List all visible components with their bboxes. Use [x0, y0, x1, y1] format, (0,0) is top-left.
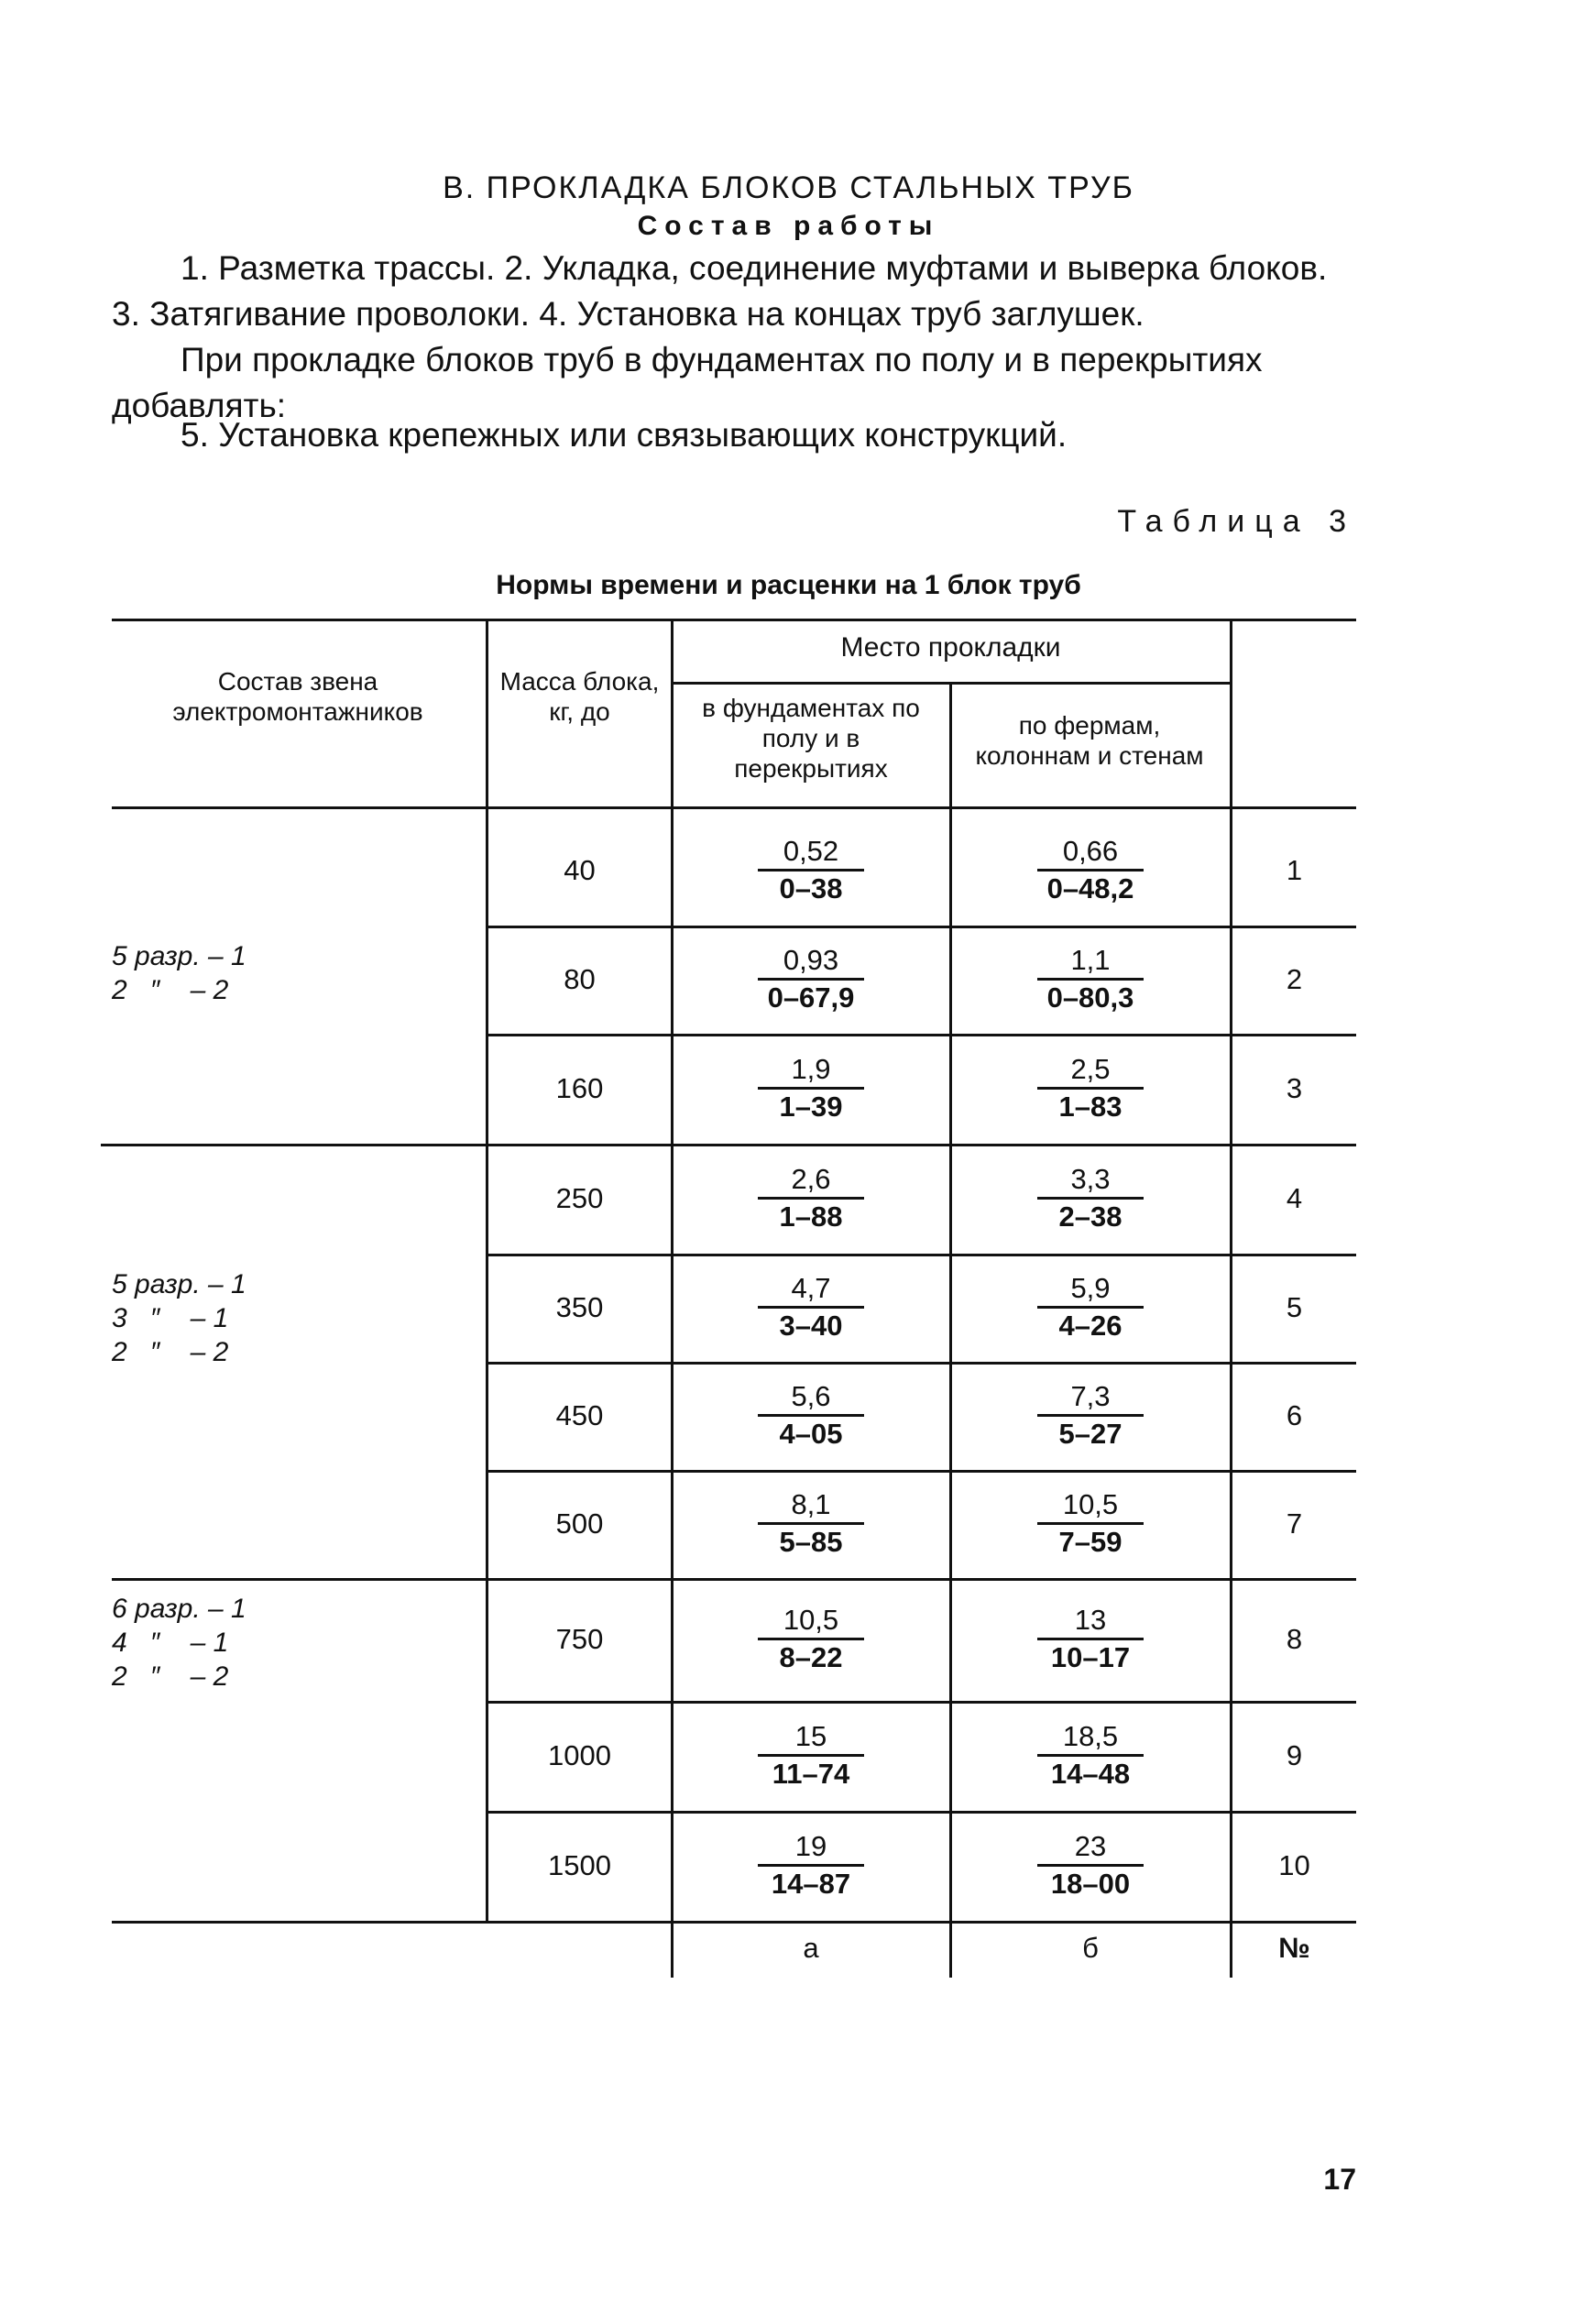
- price-value: 4–05: [779, 1418, 843, 1450]
- price-value: 1–39: [779, 1091, 843, 1123]
- paragraph-work-steps: 1. Разметка трассы. 2. Укладка, соединение муфтами и выверка блоков. 3. Затягивание проволоки. 4. Установка на концах труб заглушек.: [112, 249, 1328, 333]
- price-value: 4–26: [1058, 1310, 1123, 1342]
- group-divider: [112, 1578, 1356, 1581]
- price-value: 1–83: [1058, 1091, 1123, 1123]
- fraction-col-a: [756, 943, 866, 1015]
- crew-group-1: 5 разр. – 1 2 ″ – 2: [112, 941, 246, 1005]
- norm-time-value: 8,1: [791, 1488, 831, 1520]
- fraction-col-b: [1035, 1271, 1145, 1343]
- mass-cell: 250: [555, 1182, 604, 1214]
- table-label: Таблица 3: [1117, 504, 1356, 539]
- fraction-col-a: [756, 834, 866, 906]
- norm-time-value: 1,9: [791, 1053, 831, 1085]
- price-value: 0–38: [779, 872, 843, 904]
- fraction-col-a: [756, 1052, 866, 1124]
- row-number-cell: 3: [1286, 1072, 1303, 1104]
- price-value: 10–17: [1050, 1641, 1131, 1673]
- mass-cell: 160: [555, 1072, 604, 1104]
- row-divider: [486, 1470, 1356, 1473]
- norm-time-value: 0,93: [783, 944, 839, 976]
- fraction-col-a: [756, 1719, 866, 1792]
- row-number-cell: 10: [1278, 1849, 1310, 1881]
- price-value: 1–88: [779, 1200, 843, 1233]
- col-divider-mass: [671, 619, 674, 1978]
- norm-time-value: 7,3: [1070, 1380, 1111, 1412]
- table-bottom-rule: [112, 1921, 1356, 1924]
- row-divider: [486, 1254, 1356, 1256]
- row-number-cell: 5: [1286, 1291, 1303, 1323]
- row-number-cell: 9: [1286, 1739, 1303, 1771]
- fraction-col-a: [756, 1603, 866, 1675]
- price-value: 8–22: [779, 1641, 843, 1673]
- col-divider-crew: [486, 619, 488, 1921]
- mass-cell: 1500: [548, 1849, 611, 1881]
- price-value: 0–48,2: [1046, 872, 1134, 904]
- price-value: 11–74: [772, 1758, 850, 1790]
- norm-time-value: 19: [794, 1830, 827, 1862]
- norm-time-value: 1,1: [1070, 944, 1111, 976]
- page-number: 17: [1323, 2163, 1356, 2196]
- norm-time-value: 13: [1074, 1604, 1107, 1636]
- fraction-col-b: [1035, 834, 1145, 906]
- norm-time-value: 5,9: [1070, 1272, 1111, 1304]
- norm-time-value: 0,66: [1062, 835, 1119, 867]
- price-value: 0–67,9: [767, 981, 855, 1014]
- mass-cell: 80: [564, 963, 596, 995]
- price-value: 18–00: [1050, 1868, 1131, 1900]
- header-place: Место прокладки: [840, 632, 1061, 663]
- fraction-col-a: [756, 1487, 866, 1560]
- row-divider: [486, 1362, 1356, 1365]
- norm-time-value: 10,5: [1062, 1488, 1119, 1520]
- norm-time-value: 5,6: [791, 1380, 831, 1412]
- price-value: 7–59: [1058, 1526, 1123, 1558]
- footer-col-no: №: [1278, 1932, 1310, 1964]
- price-value: 5–27: [1058, 1418, 1123, 1450]
- footer-col-a: а: [803, 1932, 819, 1964]
- fraction-col-b: [1035, 1719, 1145, 1792]
- mass-cell: 1000: [548, 1739, 611, 1771]
- fraction-col-b: [1035, 1829, 1145, 1902]
- norm-time-value: 0,52: [783, 835, 839, 867]
- mass-cell: 350: [555, 1291, 604, 1323]
- norm-time-value: 10,5: [783, 1604, 839, 1636]
- header-mass: Масса блока, кг, до: [499, 667, 660, 726]
- price-value: 14–87: [771, 1868, 851, 1900]
- row-divider: [486, 1034, 1356, 1036]
- footer-col-b: б: [1082, 1932, 1099, 1964]
- header-col-b: по фермам, колоннам и стенам: [975, 711, 1204, 770]
- norm-time-value: 18,5: [1062, 1720, 1119, 1752]
- fraction-col-b: [1035, 1162, 1145, 1234]
- norm-time-value: 15: [794, 1720, 827, 1752]
- price-value: 3–40: [779, 1310, 843, 1342]
- header-bottom-rule: [112, 806, 1356, 809]
- mass-cell: 450: [555, 1399, 604, 1431]
- group-divider: [101, 1144, 1356, 1146]
- row-number-cell: 8: [1286, 1623, 1303, 1655]
- paragraph-addition-note: При прокладке блоков труб в фундаментах по полу и в перекрытиях добавлять:: [112, 341, 1263, 424]
- mass-cell: 40: [564, 854, 596, 886]
- price-value: 14–48: [1050, 1758, 1131, 1790]
- row-divider: [486, 926, 1356, 928]
- table-title: Нормы времени и расценки на 1 блок труб: [496, 570, 1081, 600]
- fraction-col-a: [756, 1379, 866, 1452]
- price-value: 2–38: [1058, 1200, 1123, 1233]
- row-number-cell: 7: [1286, 1507, 1303, 1540]
- norm-time-value: 23: [1074, 1830, 1107, 1862]
- paragraph-step-5: 5. Установка крепежных или связывающих конструкций.: [181, 416, 1068, 454]
- header-col-a: в фундаментах по полу и в перекрытиях: [702, 694, 920, 783]
- section-title: В. ПРОКЛАДКА БЛОКОВ СТАЛЬНЫХ ТРУБ: [443, 170, 1134, 205]
- row-divider: [486, 1701, 1356, 1704]
- fraction-col-a: [756, 1162, 866, 1234]
- fraction-col-b: [1035, 1603, 1145, 1675]
- row-number-cell: 6: [1286, 1399, 1303, 1431]
- header-crew: Состав звена электромонтажников: [172, 667, 423, 726]
- row-number-cell: 2: [1286, 963, 1303, 995]
- fraction-col-b: [1035, 1487, 1145, 1560]
- fraction-col-b: [1035, 1379, 1145, 1452]
- price-value: 0–80,3: [1046, 981, 1134, 1014]
- norm-time-value: 2,5: [1070, 1053, 1111, 1085]
- fraction-col-b: [1035, 1052, 1145, 1124]
- fraction-col-b: [1035, 943, 1145, 1015]
- crew-group-2: 5 разр. – 1 3 ″ – 1 2 ″ – 2: [112, 1269, 246, 1367]
- row-number-cell: 4: [1286, 1182, 1303, 1214]
- fraction-col-a: [756, 1829, 866, 1902]
- table-top-rule: [112, 619, 1356, 621]
- price-value: 5–85: [779, 1526, 843, 1558]
- fraction-col-a: [756, 1271, 866, 1343]
- norm-time-value: 4,7: [791, 1272, 831, 1304]
- row-number-cell: 1: [1286, 854, 1303, 886]
- mass-cell: 500: [555, 1507, 604, 1540]
- norm-time-value: 3,3: [1070, 1163, 1111, 1195]
- row-divider: [486, 1811, 1356, 1814]
- mass-cell: 750: [555, 1623, 604, 1655]
- section-subtitle: Состав работы: [637, 211, 940, 241]
- crew-group-3: 6 разр. – 1 4 ″ – 1 2 ″ – 2: [112, 1594, 246, 1692]
- col-divider-ab: [949, 682, 952, 1978]
- norm-time-value: 2,6: [791, 1163, 831, 1195]
